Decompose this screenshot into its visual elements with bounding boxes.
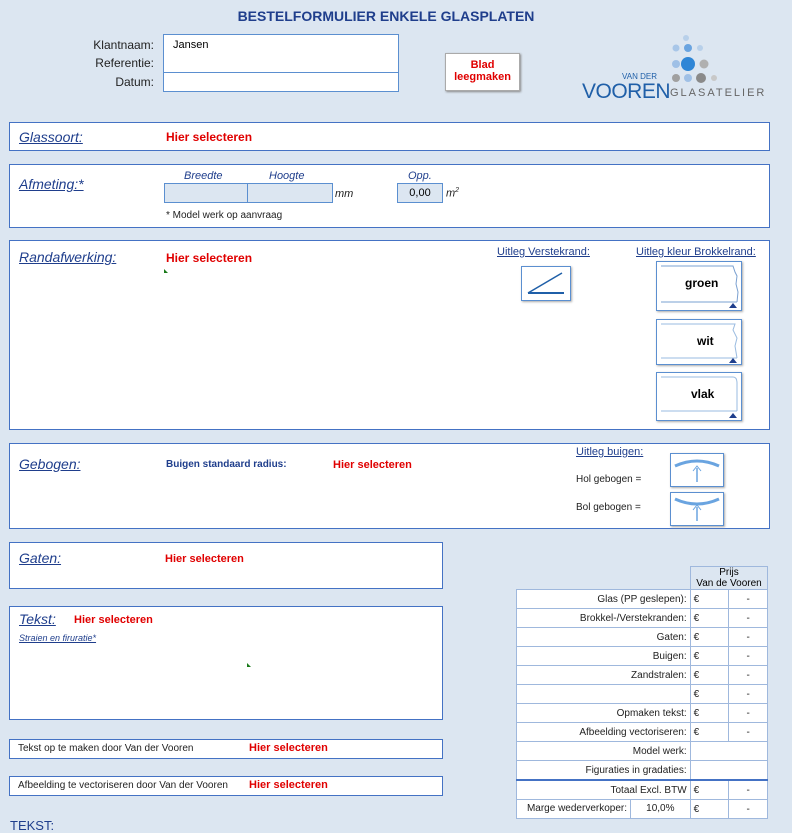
bol-gebogen-image[interactable] — [670, 492, 724, 526]
hoogte-input[interactable] — [247, 183, 333, 203]
price-currency: € — [690, 609, 729, 628]
randafwerking-title: Randafwerking: — [19, 249, 117, 265]
opmaken-row — [9, 739, 443, 759]
price-row-label: Afbeelding vectoriseren: — [517, 723, 691, 742]
vectoriseren-select[interactable]: Hier selecteren — [249, 779, 328, 791]
price-row-label: Brokkel-/Verstekranden: — [517, 609, 691, 628]
afmeting-title: Afmeting:* — [19, 176, 84, 192]
hol-gebogen-image[interactable] — [670, 453, 724, 487]
uitleg-verstekrand[interactable]: Uitleg Verstekrand: — [497, 246, 590, 258]
clear-button-line1: Blad — [470, 59, 495, 71]
logo-vooren: VOOREN — [582, 80, 671, 103]
unit-m: m — [446, 187, 456, 200]
price-value: - — [729, 628, 768, 647]
bol-gebogen-label: Bol gebogen = — [576, 502, 641, 513]
tekst-section — [9, 606, 443, 720]
brokkelrand-groen-image[interactable] — [656, 261, 742, 311]
price-value: - — [729, 704, 768, 723]
comment-marker-icon — [164, 269, 168, 273]
uitleg-buigen[interactable]: Uitleg buigen: — [576, 446, 644, 458]
vectoriseren-label: Afbeelding te vectoriseren door Van der Vooren — [18, 780, 228, 791]
buigen-label: Buigen standaard radius: — [166, 459, 287, 470]
price-row-label: Figuraties in gradaties: — [517, 761, 691, 781]
price-currency: € — [690, 628, 729, 647]
price-row-label: Opmaken tekst: — [517, 704, 691, 723]
randafwerking-section — [9, 240, 770, 430]
brokkelrand-vlak-image[interactable] — [656, 372, 742, 421]
price-row — [517, 590, 768, 609]
price-header-line2: Van de Vooren — [696, 578, 762, 589]
opmaken-label: Tekst op te maken door Van der Vooren — [18, 743, 194, 754]
glassoort-title: Glassoort: — [19, 129, 83, 145]
marge-pct[interactable]: 10,0% — [646, 803, 675, 814]
gebogen-section — [9, 443, 770, 529]
price-header — [690, 566, 768, 589]
vlak-label: vlak — [691, 387, 715, 401]
klantnaam-label: Klantnaam: — [93, 38, 154, 52]
price-currency: € — [690, 704, 729, 723]
referentie-label: Referentie: — [95, 56, 154, 70]
clear-sheet-button[interactable] — [445, 53, 520, 91]
price-currency: € — [690, 647, 729, 666]
mm-label: mm — [335, 188, 354, 200]
straien-link[interactable]: Straien en firuratie* — [19, 633, 97, 643]
unit-label — [446, 187, 459, 200]
breedte-input[interactable] — [164, 183, 248, 203]
tekst-select[interactable]: Hier selecteren — [74, 614, 153, 626]
price-row — [517, 666, 768, 685]
comment-marker-icon — [247, 663, 251, 667]
wit-label: wit — [697, 334, 714, 348]
totaal-row — [517, 780, 768, 800]
price-currency: € — [690, 800, 729, 819]
model-werk-row — [517, 742, 768, 761]
unit-sup: 2 — [455, 187, 460, 194]
opp-label: Opp. — [408, 170, 432, 182]
price-value: - — [729, 685, 768, 704]
price-row — [517, 723, 768, 742]
clear-button-line2: leegmaken — [454, 71, 511, 83]
bol-curve-icon — [671, 493, 723, 525]
klantnaam-value: Jansen — [173, 39, 209, 51]
logo-van-der: VAN DER — [622, 72, 657, 81]
figuraties-row — [517, 761, 768, 781]
price-value: - — [729, 609, 768, 628]
logo — [582, 30, 767, 103]
logo-glasatelier: GLASATELIER — [670, 87, 767, 99]
verstekrand-diagram-icon — [522, 267, 570, 300]
price-value: - — [729, 647, 768, 666]
opp-value: 0,00 — [397, 183, 443, 203]
price-row — [517, 685, 768, 704]
price-row-label: Buigen: — [517, 647, 691, 666]
marge-label: Marge wederverkoper: — [517, 800, 631, 818]
model-werk-note: * Model werk op aanvraag — [166, 210, 283, 221]
price-value: - — [729, 723, 768, 742]
klantnaam-field[interactable] — [164, 35, 398, 73]
price-table — [516, 589, 768, 819]
price-value: - — [729, 780, 768, 800]
price-value: - — [729, 666, 768, 685]
price-header-line1: Prijs — [719, 567, 739, 578]
price-currency: € — [690, 723, 729, 742]
price-row-label: Model werk: — [517, 742, 691, 761]
tekst-footer: TEKST: — [10, 818, 55, 833]
datum-label: Datum: — [115, 75, 154, 89]
gebogen-title: Gebogen: — [19, 456, 81, 472]
marge-cells — [517, 800, 691, 819]
price-row-label: Totaal Excl. BTW — [517, 780, 691, 800]
gaten-select[interactable]: Hier selecteren — [165, 553, 244, 565]
tekst-title: Tekst: — [19, 611, 56, 627]
price-row — [517, 647, 768, 666]
brokkelrand-wit-image[interactable] — [656, 319, 742, 365]
vectoriseren-row — [9, 776, 443, 796]
marge-row — [517, 800, 768, 819]
customer-fields-box — [163, 34, 399, 92]
price-row-label — [517, 685, 691, 704]
page-title: BESTELFORMULIER ENKELE GLASPLATEN — [237, 8, 535, 24]
afmeting-section — [9, 164, 770, 228]
price-row-label: Gaten: — [517, 628, 691, 647]
price-value: - — [729, 800, 768, 819]
verstekrand-image[interactable] — [521, 266, 571, 301]
glassoort-select[interactable]: Hier selecteren — [166, 130, 253, 144]
price-row — [517, 704, 768, 723]
randafwerking-select[interactable]: Hier selecteren — [166, 251, 253, 265]
gaten-section — [9, 542, 443, 589]
price-row-label: Zandstralen: — [517, 666, 691, 685]
price-currency: € — [690, 666, 729, 685]
hoogte-label: Hoogte — [269, 170, 305, 182]
datum-field[interactable] — [164, 73, 398, 91]
buigen-select[interactable]: Hier selecteren — [333, 459, 412, 471]
glassoort-section — [9, 122, 770, 151]
price-currency: € — [690, 590, 729, 609]
price-currency: € — [690, 685, 729, 704]
opmaken-select[interactable]: Hier selecteren — [249, 742, 328, 754]
groen-label: groen — [685, 276, 719, 290]
price-value: - — [729, 590, 768, 609]
price-row-empty — [690, 761, 767, 781]
price-row — [517, 628, 768, 647]
breedte-label: Breedte — [184, 170, 223, 182]
gaten-title: Gaten: — [19, 550, 62, 566]
uitleg-brokkelrand[interactable]: Uitleg kleur Brokkelrand: — [636, 246, 756, 258]
hol-gebogen-label: Hol gebogen = — [576, 474, 642, 485]
price-currency: € — [690, 780, 729, 800]
price-row-label: Glas (PP geslepen): — [517, 590, 691, 609]
price-row-empty — [690, 742, 767, 761]
price-row — [517, 609, 768, 628]
hol-curve-icon — [671, 454, 723, 486]
